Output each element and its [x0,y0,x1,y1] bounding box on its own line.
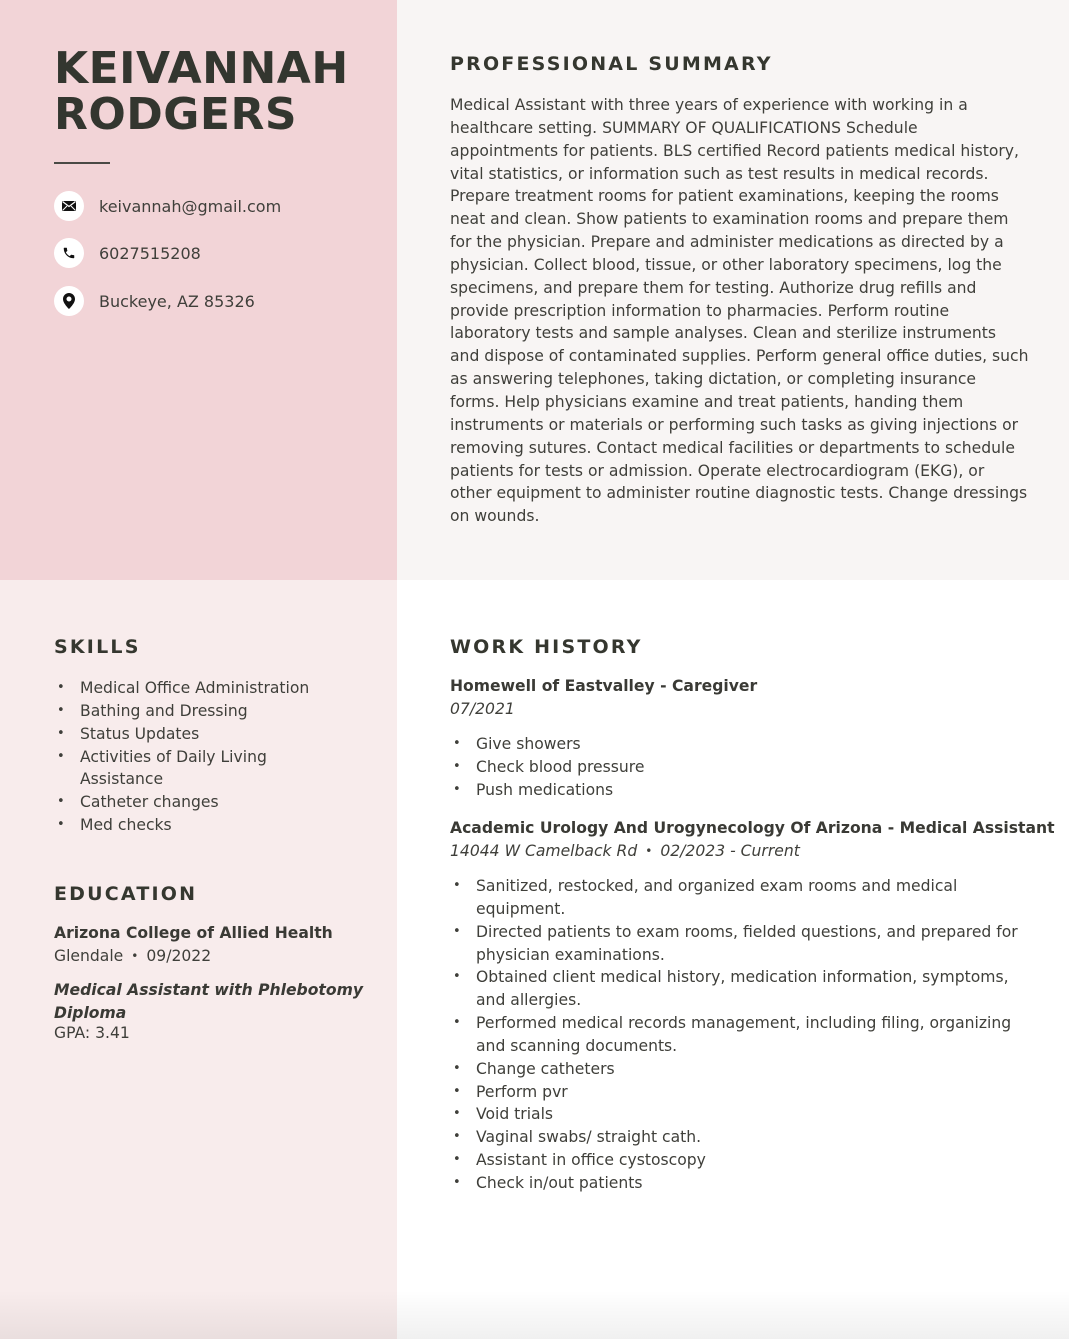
job-duties-list [450,875,1030,1195]
contact-phone-row[interactable] [54,238,201,268]
job-duty: • Sanitized, restocked, and organized exam rooms and medical equipment. [453,877,958,918]
job-title: Academic Urology And Urogynecology Of Arizona - Medical Assistant [450,819,1055,837]
education-date: 09/2022 [146,947,212,965]
job-meta [450,842,800,860]
job-duties-list [450,733,1030,802]
education-degree: Medical Assistant with Phlebotomy Diploma [54,981,364,1022]
job-date: 02/2023 - Current [660,842,800,860]
job-duty: • Perform pvr [453,1082,568,1101]
skill-item: • Bathing and Dressing [57,701,248,720]
education-heading: EDUCATION [54,883,198,905]
job-duty: • Directed patients to exam rooms, fielded questions, and prepared for physician examinations. [453,922,1018,964]
job-duty: • Vaginal swabs/ straight cath. [453,1128,702,1147]
job-duty: • Performed medical records management, including filing, organizing and scanning documents. [453,1014,1012,1055]
phone-icon [54,238,84,268]
skill-item: • Medical Office Administration [57,679,310,697]
separator-dot: • [645,844,653,858]
location-pin-icon [54,286,84,316]
job-duty: • Assistant in office cystoscopy [453,1151,706,1170]
skill-item: • Activities of Daily Living Assistance [57,747,267,789]
first-name: KEIVANNAH [54,43,349,94]
job-duty: • Give showers [453,735,581,753]
education-meta [54,947,211,965]
separator-dot: • [131,949,139,963]
job-title: Homewell of Eastvalley - Caregiver [450,677,758,695]
skills-heading: SKILLS [54,636,141,658]
location-text: Buckeye, AZ 85326 [99,291,255,311]
job-duty: • Change catheters [453,1059,615,1078]
summary-text: Medical Assistant with three years of experience with working in a healthcare setting. SUMMARY OF QUALIFICATIONS Schedule appointments for patients. BLS certified Record patients medical history, vital statistics, or information such as test results in medical records. Prepare treatment rooms for patient examinations, keeping the rooms neat and clean. Show patients to examination rooms and prepare them for the physician. Prepare and administer medications as directed by a physician. Collect blood, tissue, or other laboratory specimens, log the specimens, and prepare them for testing. Authorize drug refills and provide prescription information to pharmacies. Perform routine laboratory tests and sample analyses. Clean and sterilize instruments and dispose of contaminated supplies. Perform general office duties, such as answering telephones, taking dictation, or completing insurance forms. Help physicians examine and treat patients, handing them instruments or materials or performing such tasks as giving injections or removing sutures. Contact medical facilities or departments to schedule patients for tests or admission. Operate electrocardiogram (EKG), or other equipment to administer routine diagnostic tests. Change dressings on wounds. [450,96,1029,526]
education-school: Arizona College of Allied Health [54,924,333,942]
phone-text[interactable]: 6027515208 [99,243,201,263]
summary-heading: PROFESSIONAL SUMMARY [450,53,773,75]
candidate-name [54,43,384,140]
page-bottom-shadow [0,1290,1069,1339]
job-location: 14044 W Camelback Rd [450,842,638,860]
job-date: 07/2021 [450,700,515,718]
last-name: RODGERS [54,89,298,140]
email-text[interactable]: keivannah@gmail.com [99,196,282,216]
job-duty: • Check in/out patients [453,1173,643,1192]
skill-item: • Med checks [57,816,172,835]
job-duty: • Push medications [453,780,614,799]
education-gpa: GPA: 3.41 [54,1024,130,1042]
skills-list [54,677,354,837]
job-duty: • Void trials [453,1105,554,1124]
envelope-icon [54,191,84,221]
education-city: Glendale [54,947,124,965]
contact-email-row[interactable] [54,191,281,221]
job-duty: • Check blood pressure [453,757,645,776]
skill-item: • Status Updates [57,724,200,743]
work-history-heading: WORK HISTORY [450,636,643,658]
name-divider [54,162,110,164]
contact-location-row [54,286,255,316]
job-duty: • Obtained client medical history, medication information, symptoms, and allergies. [453,968,1009,1010]
skill-item: • Catheter changes [57,793,219,812]
